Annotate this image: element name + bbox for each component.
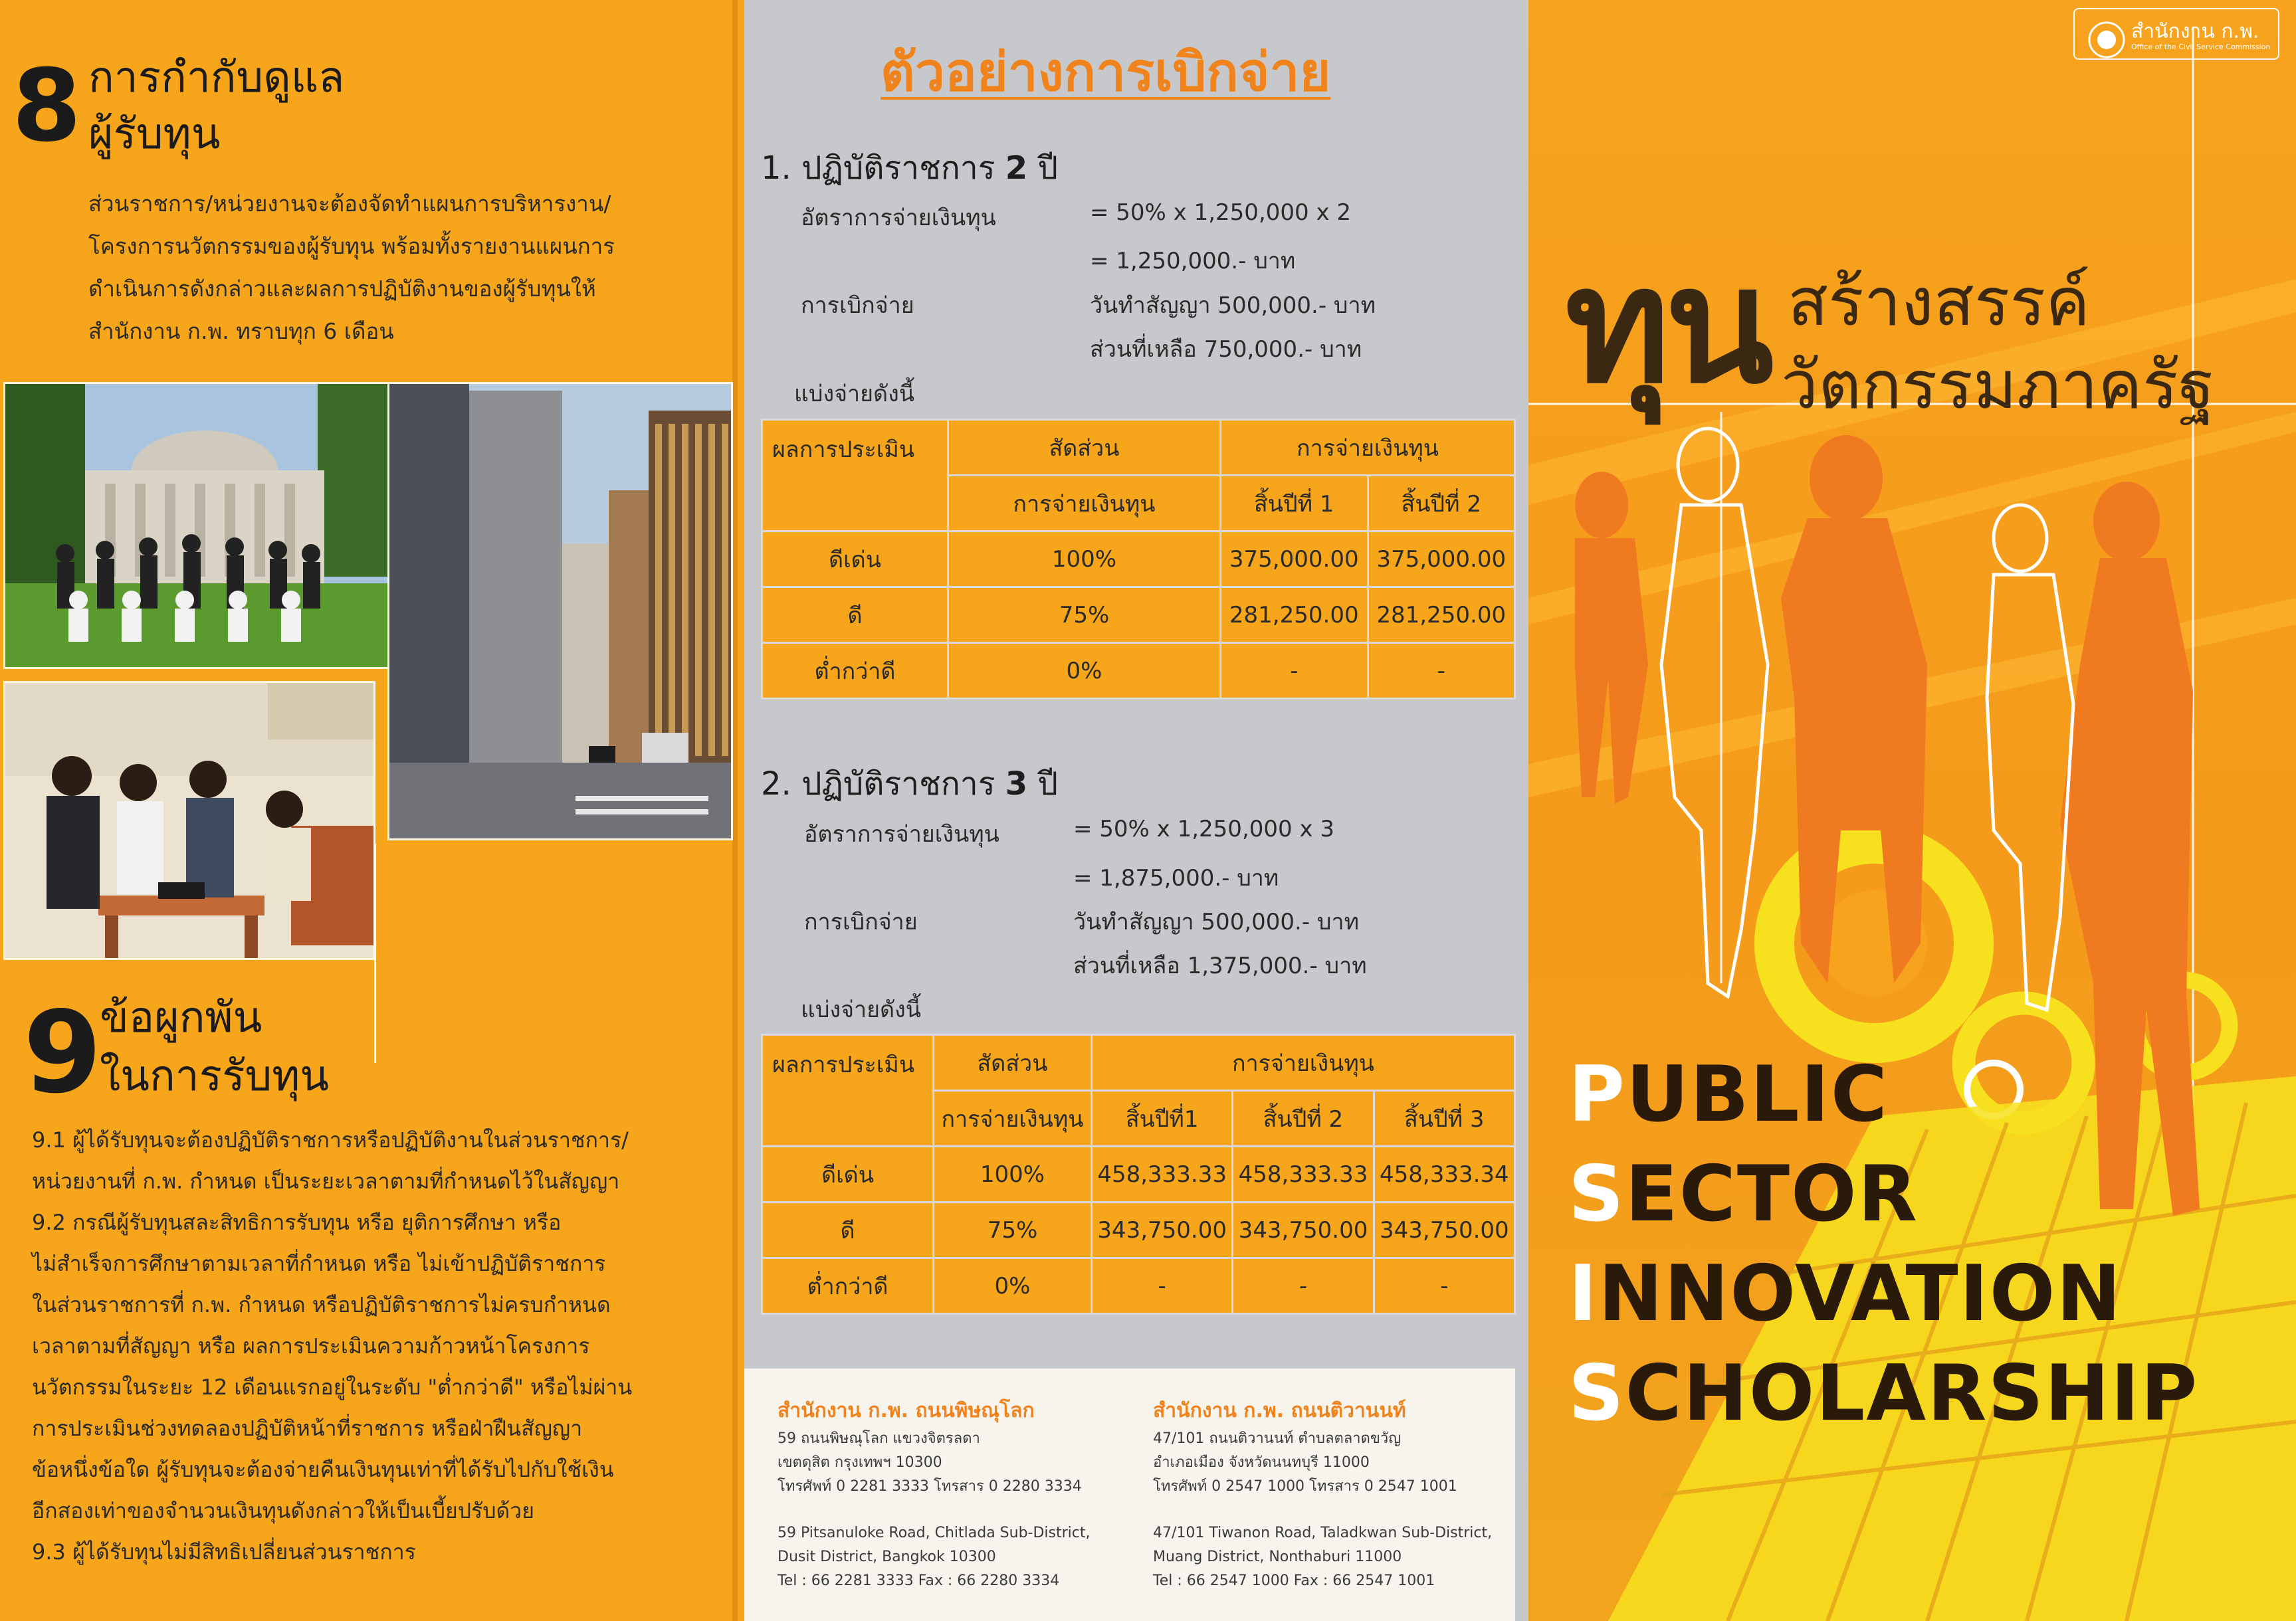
cell-year2: 458,333.33 <box>1233 1147 1374 1202</box>
section8-number: 8 <box>12 48 82 164</box>
case2-heading-num: 2. <box>761 765 791 803</box>
section9-line: 9.1 ผู้ได้รับทุนจะต้องปฏิบัติราชการหรือปฏิบัติงานในส่วนราชการ/ <box>32 1127 629 1153</box>
psis-initial: I <box>1568 1249 1599 1339</box>
cell-year2: 375,000.00 <box>1368 531 1515 587</box>
cell-year1: - <box>1221 643 1368 699</box>
cell-ratio: 75% <box>948 587 1221 643</box>
case1-rate-formula: = 50% x 1,250,000 x 2 <box>1090 199 1352 226</box>
psis-initial: S <box>1568 1149 1625 1239</box>
header-pay: การจ่ายเงินทุน <box>1221 420 1515 476</box>
section8-line: ส่วนราชการ/หน่วยงานจะต้องจัดทำแผนการบริหารงาน/ <box>88 191 611 217</box>
cover-title-line1: สร้างสรรค์ <box>1788 263 2091 341</box>
cell-year3: 458,333.34 <box>1374 1147 1514 1202</box>
contact-line: 59 ถนนพิษณุโลก แขวงจิตรลดา <box>778 1430 980 1447</box>
cell-year2: - <box>1233 1258 1374 1314</box>
photo-group-campus-image <box>5 384 390 669</box>
table-row <box>762 1202 1515 1258</box>
left-panel <box>0 0 738 1621</box>
psis-word-innovation <box>1568 1249 2122 1339</box>
section9-line: เวลาตามที่สัญญา หรือ ผลการประเมินความก้าวหน้าโครงการ <box>32 1333 590 1359</box>
case1-heading-num: 1. <box>761 149 791 187</box>
case2-heading-unit: ปี <box>1037 765 1058 803</box>
case2-payment-table <box>761 1034 1516 1315</box>
cell-year2: - <box>1368 643 1515 699</box>
case1-disburse-label: การเบิกจ่าย <box>801 292 914 319</box>
case1-heading-unit: ปี <box>1037 149 1058 187</box>
cell-ratio: 0% <box>948 643 1221 699</box>
header-ratio-sub: การจ่ายเงินทุน <box>948 476 1221 531</box>
photo-meeting-room-image <box>5 683 375 960</box>
section9-line: 9.2 กรณีผู้รับทุนสละสิทธิการรับทุน หรือ ยุติการศึกษา หรือ <box>32 1210 562 1235</box>
contact-line: Tel : 66 2281 3333 Fax : 66 2280 3334 <box>778 1573 1060 1589</box>
section9-line: ในส่วนราชการที่ ก.พ. กำหนด หรือปฏิบัติราชการไม่ครบกำหนด <box>32 1292 611 1317</box>
contact-left-th <box>778 1427 1082 1499</box>
contact-line: โทรศัพท์ 0 2281 3333 โทรสาร 0 2280 3334 <box>778 1478 1082 1495</box>
divider-line <box>374 844 376 1063</box>
case2-disburse-label: การเบิกจ่าย <box>804 909 918 935</box>
table-row <box>762 531 1515 587</box>
header-ratio: สัดส่วน <box>934 1035 1092 1091</box>
case1-rate-label: อัตราการจ่ายเงินทุน <box>801 205 996 231</box>
cover-panel <box>1528 0 2296 1621</box>
psis-initial: S <box>1568 1349 1625 1438</box>
contact-line: 47/101 Tiwanon Road, Taladkwan Sub-District, <box>1153 1525 1493 1541</box>
contact-left-title: สำนักงาน ก.พ. ถนนพิษณุโลก <box>778 1399 1035 1422</box>
case1-disburse-line2: ส่วนที่เหลือ 750,000.- บาท <box>1090 336 1362 363</box>
psis-word-sector <box>1568 1149 1919 1239</box>
case2-heading <box>761 759 1058 809</box>
section9-title-line1: ข้อผูกพัน <box>100 993 262 1042</box>
case2-heading-text: ปฏิบัติราชการ <box>801 765 995 803</box>
cell-ratio: 0% <box>934 1258 1092 1314</box>
cell-year3: - <box>1374 1258 1514 1314</box>
case1-payment-table <box>761 419 1516 700</box>
contact-line: 47/101 ถนนติวานนท์ ตำบลตลาดขวัญ <box>1153 1430 1401 1447</box>
psis-word-public <box>1568 1050 1889 1139</box>
psis-rest: UBLIC <box>1626 1050 1889 1139</box>
section9-line: 9.3 ผู้ได้รับทุนไม่มีสิทธิเปลี่ยนส่วนราชการ <box>32 1539 416 1565</box>
cell-eval: ดีเด่น <box>762 1147 934 1202</box>
photo-group-campus <box>3 382 390 669</box>
photo-city-street <box>387 382 733 840</box>
psis-initial: P <box>1568 1050 1627 1139</box>
section8-line: โครงการนวัตกรรมของผู้รับทุน พร้อมทั้งรายงานแผนการ <box>88 233 615 259</box>
case1-heading-text: ปฏิบัติราชการ <box>801 149 995 187</box>
cover-big-word: ทุน <box>1565 233 1769 419</box>
cell-year1: 343,750.00 <box>1092 1202 1233 1258</box>
contact-line: Muang District, Nonthaburi 11000 <box>1153 1549 1402 1565</box>
cell-eval: ดีเด่น <box>762 531 948 587</box>
logo-subtext: Office of the Civil Service Commission <box>2131 43 2271 51</box>
cell-year2: 343,750.00 <box>1233 1202 1374 1258</box>
cell-ratio: 75% <box>934 1202 1092 1258</box>
header-year: สิ้นปีที่ 2 <box>1233 1091 1374 1147</box>
cell-eval: ดี <box>762 1202 934 1258</box>
case1-split-label: แบ่งจ่ายดังนี้ <box>794 381 914 407</box>
cell-ratio: 100% <box>934 1147 1092 1202</box>
case2-rate-formula: = 50% x 1,250,000 x 3 <box>1073 816 1335 842</box>
header-year: สิ้นปีที่1 <box>1092 1091 1233 1147</box>
section9-line: ข้อหนึ่งข้อใด ผู้รับทุนจะต้องจ่ายคืนเงินทุนเท่าที่ได้รับไปกับใช้เงิน <box>32 1457 614 1482</box>
cell-year1: - <box>1092 1258 1233 1314</box>
table-header-row <box>762 420 1515 476</box>
section8-body <box>88 183 615 353</box>
case2-heading-years: 3 <box>1005 765 1028 803</box>
middle-panel <box>744 0 1528 1621</box>
section8-title-line2: ผู้รับทุน <box>88 110 221 159</box>
cell-eval: ต่ำกว่าดี <box>762 643 948 699</box>
contact-footer <box>744 1369 1515 1621</box>
logo-badge <box>2073 8 2279 60</box>
cell-year1: 458,333.33 <box>1092 1147 1233 1202</box>
table-row <box>762 1258 1515 1314</box>
psis-rest: ECTOR <box>1625 1149 1919 1239</box>
table-row <box>762 587 1515 643</box>
section9-line: ไม่สำเร็จการศึกษาตามเวลาที่กำหนด หรือ ไม่เข้าปฏิบัติราชการ <box>32 1251 606 1276</box>
section8-line: ดำเนินการดังกล่าวและผลการปฏิบัติงานของผู้รับทุนให้ <box>88 276 596 302</box>
cover-title-line2: วัตกรรมภาครัฐ <box>1781 346 2215 424</box>
cell-ratio: 100% <box>948 531 1221 587</box>
section8-line: สำนักงาน ก.พ. ทราบทุก 6 เดือน <box>88 318 394 344</box>
contact-right-th <box>1153 1427 1457 1499</box>
contact-line: อำเภอเมือง จังหวัดนนทบุรี 11000 <box>1153 1454 1370 1471</box>
section9-title-line2: ในการรับทุน <box>100 1052 329 1101</box>
section9-number: 9 <box>23 987 102 1119</box>
logo-text: สำนักงาน ก.พ. <box>2131 20 2259 43</box>
section9-line: นวัตกรรมในระยะ 12 เดือนแรกอยู่ในระดับ "ต่ำกว่าดี" หรือไม่ผ่าน <box>32 1375 633 1400</box>
header-year: สิ้นปีที่ 3 <box>1374 1091 1514 1147</box>
psis-word-scholarship <box>1568 1349 2198 1438</box>
cell-year1: 375,000.00 <box>1221 531 1368 587</box>
cell-year2: 281,250.00 <box>1368 587 1515 643</box>
cell-eval: ดี <box>762 587 948 643</box>
section9-line: การประเมินช่วงทดลองปฏิบัติหน้าที่ราชการ หรือฝ่าฝืนสัญญา <box>32 1416 583 1441</box>
header-eval: ผลการประเมิน <box>762 420 948 531</box>
header-ratio-sub: การจ่ายเงินทุน <box>934 1091 1092 1147</box>
cell-year1: 281,250.00 <box>1221 587 1368 643</box>
photo-meeting-room <box>3 681 375 960</box>
section9-line: หน่วยงานที่ ก.พ. กำหนด เป็นระยะเวลาตามที่กำหนดไว้ในสัญญา <box>32 1169 620 1194</box>
case2-rate-label: อัตราการจ่ายเงินทุน <box>804 821 999 848</box>
contact-line: เขตดุสิต กรุงเทพฯ 10300 <box>778 1454 942 1471</box>
case1-rate-result: = 1,250,000.- บาท <box>1090 248 1296 274</box>
case1-heading-years: 2 <box>1005 149 1028 187</box>
table-row <box>762 643 1515 699</box>
case2-disburse-line1: วันทำสัญญา 500,000.- บาท <box>1073 909 1359 935</box>
page-title: ตัวอย่างการเบิกจ่าย <box>881 41 1331 103</box>
contact-line: Tel : 66 2547 1000 Fax : 66 2547 1001 <box>1153 1573 1435 1589</box>
case2-disburse-line2: ส่วนที่เหลือ 1,375,000.- บาท <box>1073 953 1367 979</box>
table-header-row <box>762 1035 1515 1091</box>
cell-eval: ต่ำกว่าดี <box>762 1258 934 1314</box>
contact-right-en <box>1153 1521 1492 1593</box>
psis-rest: NNOVATION <box>1598 1249 2123 1339</box>
header-year: สิ้นปีที่ 2 <box>1368 476 1515 531</box>
header-year: สิ้นปีที่ 1 <box>1221 476 1368 531</box>
header-ratio: สัดส่วน <box>948 420 1221 476</box>
section8-title-line1: การกำกับดูแล <box>88 53 345 102</box>
header-pay: การจ่ายเงินทุน <box>1092 1035 1515 1091</box>
contact-right-title: สำนักงาน ก.พ. ถนนติวานนท์ <box>1153 1399 1406 1422</box>
contact-line: 59 Pitsanuloke Road, Chitlada Sub-District, <box>778 1525 1091 1541</box>
psis-rest: CHOLARSHIP <box>1625 1349 2199 1438</box>
case1-heading <box>761 143 1058 193</box>
case2-split-label: แบ่งจ่ายดังนี้ <box>801 997 921 1023</box>
section9-body <box>32 1119 632 1573</box>
contact-line: โทรศัพท์ 0 2547 1000 โทรสาร 0 2547 1001 <box>1153 1478 1457 1495</box>
cell-year3: 343,750.00 <box>1374 1202 1514 1258</box>
case2-rate-result: = 1,875,000.- บาท <box>1073 865 1279 892</box>
contact-left-en <box>778 1521 1091 1593</box>
section9-line: อีกสองเท่าของจำนวนเงินทุนดังกล่าวให้เป็นเบี้ยปรับด้วย <box>32 1498 535 1523</box>
case1-disburse-line1: วันทำสัญญา 500,000.- บาท <box>1090 292 1376 319</box>
header-eval: ผลการประเมิน <box>762 1035 934 1147</box>
fold-line <box>732 0 738 1621</box>
table-row <box>762 1147 1515 1202</box>
photo-city-street-image <box>389 384 733 840</box>
contact-line: Dusit District, Bangkok 10300 <box>778 1549 996 1565</box>
